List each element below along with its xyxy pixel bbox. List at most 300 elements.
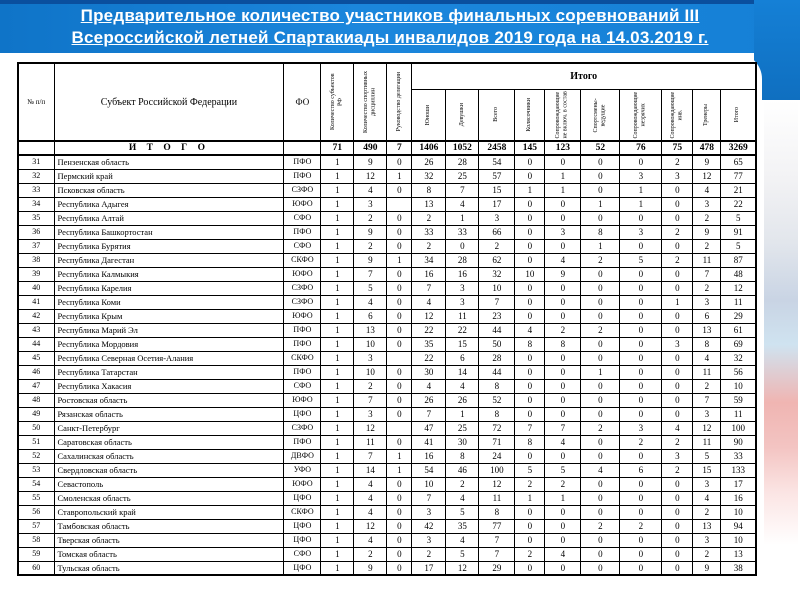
value-cell-10: 0 (662, 547, 693, 561)
value-cell-0: 1 (321, 491, 354, 505)
table-row (18, 519, 756, 533)
federal-district: СКФО (284, 351, 321, 365)
col-header-itogo-9: Итого (721, 89, 756, 141)
value-cell-2: 0 (387, 239, 412, 253)
value-cell-11: 2 (693, 281, 721, 295)
value-cell-7: 0 (545, 197, 581, 211)
value-cell-2: 0 (387, 365, 412, 379)
row-number: 32 (18, 169, 54, 183)
value-cell-9: 3 (620, 421, 662, 435)
value-cell-0: 1 (321, 351, 354, 365)
value-cell-7: 1 (545, 183, 581, 197)
totals-row-num (18, 141, 54, 155)
row-number: 35 (18, 211, 54, 225)
value-cell-0: 1 (321, 519, 354, 533)
value-cell-7: 2 (545, 477, 581, 491)
value-cell-6: 5 (515, 463, 545, 477)
table-row (18, 421, 756, 435)
value-cell-10: 0 (662, 239, 693, 253)
row-number: 55 (18, 491, 54, 505)
value-cell-5: 54 (479, 155, 515, 169)
value-cell-12: 56 (721, 365, 756, 379)
value-cell-10: 3 (662, 449, 693, 463)
table-row (18, 197, 756, 211)
participants-table (17, 62, 757, 576)
value-cell-2: 0 (387, 533, 412, 547)
col-header-itogo-4: Сопровождающие не включ. в состав (545, 89, 581, 141)
region-name: Сахалинская область (54, 449, 284, 463)
value-cell-0: 1 (321, 309, 354, 323)
totals-row (18, 141, 756, 155)
value-cell-8: 2 (581, 253, 620, 267)
value-cell-12: 38 (721, 561, 756, 575)
value-cell-3: 41 (412, 435, 446, 449)
value-cell-0: 1 (321, 561, 354, 575)
value-cell-8: 0 (581, 547, 620, 561)
value-cell-3: 8 (412, 183, 446, 197)
value-cell-0: 1 (321, 421, 354, 435)
value-cell-12: 22 (721, 197, 756, 211)
table-row (18, 225, 756, 239)
value-cell-1: 4 (354, 183, 387, 197)
value-cell-12: 13 (721, 547, 756, 561)
value-cell-2: 1 (387, 169, 412, 183)
value-cell-6: 0 (515, 169, 545, 183)
value-cell-12: 94 (721, 519, 756, 533)
value-cell-2: 0 (387, 547, 412, 561)
region-name: Псковская область (54, 183, 284, 197)
federal-district: СФО (284, 211, 321, 225)
value-cell-5: 57 (479, 169, 515, 183)
totals-value-4: 1052 (446, 141, 479, 155)
value-cell-5: 23 (479, 309, 515, 323)
value-cell-11: 7 (693, 267, 721, 281)
table-row (18, 365, 756, 379)
totals-value-12: 3269 (721, 141, 756, 155)
value-cell-7: 0 (545, 519, 581, 533)
region-name: Республика Марий Эл (54, 323, 284, 337)
value-cell-11: 2 (693, 505, 721, 519)
table-row (18, 155, 756, 169)
value-cell-10: 1 (662, 295, 693, 309)
value-cell-3: 26 (412, 155, 446, 169)
value-cell-4: 25 (446, 169, 479, 183)
value-cell-10: 0 (662, 407, 693, 421)
value-cell-9: 0 (620, 267, 662, 281)
col-header-itogo-8: Тренеры (693, 89, 721, 141)
value-cell-10: 0 (662, 267, 693, 281)
region-name: Свердловская область (54, 463, 284, 477)
value-cell-2: 0 (387, 379, 412, 393)
totals-value-5: 2458 (479, 141, 515, 155)
page-title-line2: Всероссийской летней Спартакиады инвалидов 2019 года на 14.03.2019 г. (71, 28, 709, 47)
value-cell-2 (387, 351, 412, 365)
value-cell-2: 0 (387, 477, 412, 491)
value-cell-0: 1 (321, 337, 354, 351)
value-cell-9: 0 (620, 365, 662, 379)
table-row (18, 323, 756, 337)
value-cell-12: 65 (721, 155, 756, 169)
value-cell-9: 0 (620, 351, 662, 365)
value-cell-10: 0 (662, 477, 693, 491)
row-number: 41 (18, 295, 54, 309)
value-cell-1: 3 (354, 351, 387, 365)
region-name: Республика Крым (54, 309, 284, 323)
value-cell-5: 12 (479, 477, 515, 491)
value-cell-6: 0 (515, 561, 545, 575)
federal-district: СФО (284, 379, 321, 393)
row-number: 43 (18, 323, 54, 337)
value-cell-11: 9 (693, 225, 721, 239)
value-cell-0: 1 (321, 169, 354, 183)
value-cell-4: 33 (446, 225, 479, 239)
value-cell-8: 1 (581, 197, 620, 211)
value-cell-2: 0 (387, 281, 412, 295)
value-cell-11: 12 (693, 421, 721, 435)
value-cell-9: 0 (620, 239, 662, 253)
value-cell-11: 4 (693, 491, 721, 505)
value-cell-7: 0 (545, 561, 581, 575)
value-cell-12: 10 (721, 533, 756, 547)
value-cell-10: 0 (662, 505, 693, 519)
value-cell-0: 1 (321, 407, 354, 421)
value-cell-1: 2 (354, 379, 387, 393)
value-cell-5: 71 (479, 435, 515, 449)
table-row (18, 183, 756, 197)
value-cell-0: 1 (321, 197, 354, 211)
value-cell-8: 1 (581, 239, 620, 253)
value-cell-6: 8 (515, 435, 545, 449)
col-header-num: № п/п (18, 63, 54, 141)
value-cell-11: 11 (693, 435, 721, 449)
value-cell-8: 0 (581, 491, 620, 505)
value-cell-7: 8 (545, 337, 581, 351)
value-cell-9: 0 (620, 379, 662, 393)
totals-value-9: 76 (620, 141, 662, 155)
value-cell-3: 4 (412, 379, 446, 393)
region-name: Пензенская область (54, 155, 284, 169)
value-cell-1: 12 (354, 519, 387, 533)
value-cell-7: 0 (545, 211, 581, 225)
value-cell-2: 0 (387, 505, 412, 519)
value-cell-8: 0 (581, 169, 620, 183)
totals-value-10: 75 (662, 141, 693, 155)
value-cell-10: 0 (662, 379, 693, 393)
federal-district: СФО (284, 547, 321, 561)
row-number: 45 (18, 351, 54, 365)
value-cell-2: 1 (387, 463, 412, 477)
totals-value-8: 52 (581, 141, 620, 155)
value-cell-1: 4 (354, 295, 387, 309)
value-cell-4: 16 (446, 267, 479, 281)
value-cell-9: 0 (620, 309, 662, 323)
value-cell-8: 1 (581, 365, 620, 379)
value-cell-5: 77 (479, 519, 515, 533)
value-cell-12: 61 (721, 323, 756, 337)
value-cell-4: 25 (446, 421, 479, 435)
value-cell-1: 6 (354, 309, 387, 323)
value-cell-6: 0 (515, 155, 545, 169)
value-cell-1: 7 (354, 267, 387, 281)
value-cell-12: 11 (721, 295, 756, 309)
value-cell-6: 4 (515, 323, 545, 337)
value-cell-11: 4 (693, 351, 721, 365)
row-number: 31 (18, 155, 54, 169)
region-name: Республика Хакасия (54, 379, 284, 393)
value-cell-1: 4 (354, 477, 387, 491)
value-cell-5: 44 (479, 365, 515, 379)
value-cell-1: 2 (354, 547, 387, 561)
value-cell-3: 7 (412, 491, 446, 505)
value-cell-4: 0 (446, 239, 479, 253)
value-cell-10: 0 (662, 393, 693, 407)
value-cell-2: 0 (387, 267, 412, 281)
federal-district: ПФО (284, 365, 321, 379)
region-name: Республика Калмыкия (54, 267, 284, 281)
value-cell-9: 0 (620, 449, 662, 463)
value-cell-11: 13 (693, 519, 721, 533)
table-row (18, 477, 756, 491)
col-header-itogo-0: Юноши (412, 89, 446, 141)
value-cell-1: 13 (354, 323, 387, 337)
value-cell-1: 4 (354, 533, 387, 547)
value-cell-11: 15 (693, 463, 721, 477)
value-cell-3: 7 (412, 407, 446, 421)
value-cell-2: 0 (387, 407, 412, 421)
value-cell-12: 10 (721, 505, 756, 519)
value-cell-8: 0 (581, 407, 620, 421)
federal-district: ЮФО (284, 309, 321, 323)
totals-value-11: 478 (693, 141, 721, 155)
col-header-itogo-7: Сопровождающие инв. (662, 89, 693, 141)
value-cell-2: 1 (387, 253, 412, 267)
region-name: Ростовская область (54, 393, 284, 407)
value-cell-10: 0 (662, 183, 693, 197)
federal-district: ЦФО (284, 491, 321, 505)
value-cell-11: 3 (693, 197, 721, 211)
federal-district: ПФО (284, 225, 321, 239)
page-title (0, 5, 780, 49)
value-cell-3: 3 (412, 533, 446, 547)
row-number: 33 (18, 183, 54, 197)
value-cell-6: 0 (515, 365, 545, 379)
value-cell-5: 17 (479, 197, 515, 211)
value-cell-6: 1 (515, 491, 545, 505)
value-cell-4: 2 (446, 477, 479, 491)
value-cell-11: 13 (693, 323, 721, 337)
value-cell-10: 0 (662, 281, 693, 295)
row-number: 48 (18, 393, 54, 407)
value-cell-4: 46 (446, 463, 479, 477)
value-cell-0: 1 (321, 239, 354, 253)
value-cell-3: 26 (412, 393, 446, 407)
value-cell-0: 1 (321, 225, 354, 239)
value-cell-8: 0 (581, 435, 620, 449)
value-cell-0: 1 (321, 379, 354, 393)
value-cell-3: 34 (412, 253, 446, 267)
table-row (18, 505, 756, 519)
value-cell-11: 4 (693, 183, 721, 197)
value-cell-5: 11 (479, 491, 515, 505)
value-cell-1: 5 (354, 281, 387, 295)
value-cell-4: 7 (446, 183, 479, 197)
value-cell-12: 32 (721, 351, 756, 365)
value-cell-5: 29 (479, 561, 515, 575)
value-cell-7: 3 (545, 225, 581, 239)
value-cell-8: 0 (581, 295, 620, 309)
region-name: Севастополь (54, 477, 284, 491)
value-cell-10: 2 (662, 155, 693, 169)
value-cell-7: 0 (545, 533, 581, 547)
value-cell-9: 0 (620, 281, 662, 295)
value-cell-12: 10 (721, 379, 756, 393)
value-cell-1: 7 (354, 393, 387, 407)
value-cell-3: 12 (412, 309, 446, 323)
value-cell-8: 0 (581, 505, 620, 519)
federal-district: ЦФО (284, 533, 321, 547)
value-cell-9: 2 (620, 519, 662, 533)
value-cell-4: 26 (446, 393, 479, 407)
value-cell-9: 0 (620, 533, 662, 547)
table-row (18, 533, 756, 547)
table-row (18, 547, 756, 561)
federal-district: ПФО (284, 155, 321, 169)
value-cell-5: 8 (479, 505, 515, 519)
value-cell-8: 2 (581, 421, 620, 435)
federal-district: ПФО (284, 323, 321, 337)
row-number: 46 (18, 365, 54, 379)
col-group-header-itogo: Итого (412, 63, 756, 89)
value-cell-10: 2 (662, 435, 693, 449)
table-row (18, 435, 756, 449)
row-number: 49 (18, 407, 54, 421)
federal-district: СЗФО (284, 421, 321, 435)
value-cell-2 (387, 197, 412, 211)
value-cell-6: 0 (515, 407, 545, 421)
value-cell-8: 0 (581, 211, 620, 225)
value-cell-2: 0 (387, 309, 412, 323)
col-header-delegation-leaders: Руководство делегации (387, 63, 412, 141)
table-header (18, 63, 756, 141)
value-cell-1: 10 (354, 365, 387, 379)
value-cell-5: 7 (479, 547, 515, 561)
value-cell-0: 1 (321, 505, 354, 519)
value-cell-0: 1 (321, 183, 354, 197)
value-cell-0: 1 (321, 393, 354, 407)
value-cell-9: 0 (620, 505, 662, 519)
table-row (18, 211, 756, 225)
value-cell-2: 0 (387, 155, 412, 169)
value-cell-3: 54 (412, 463, 446, 477)
value-cell-3: 13 (412, 197, 446, 211)
row-number: 58 (18, 533, 54, 547)
federal-district: ЮФО (284, 197, 321, 211)
value-cell-8: 2 (581, 323, 620, 337)
value-cell-9: 1 (620, 197, 662, 211)
value-cell-12: 12 (721, 281, 756, 295)
value-cell-3: 7 (412, 281, 446, 295)
value-cell-4: 1 (446, 407, 479, 421)
value-cell-10: 0 (662, 309, 693, 323)
value-cell-10: 2 (662, 225, 693, 239)
row-number: 57 (18, 519, 54, 533)
table-row (18, 379, 756, 393)
value-cell-8: 0 (581, 183, 620, 197)
value-cell-6: 0 (515, 281, 545, 295)
table-row (18, 239, 756, 253)
value-cell-0: 1 (321, 547, 354, 561)
value-cell-9: 0 (620, 323, 662, 337)
value-cell-9: 0 (620, 561, 662, 575)
value-cell-6: 0 (515, 239, 545, 253)
row-number: 60 (18, 561, 54, 575)
value-cell-9: 5 (620, 253, 662, 267)
value-cell-2: 0 (387, 393, 412, 407)
value-cell-2: 0 (387, 211, 412, 225)
value-cell-4: 5 (446, 547, 479, 561)
region-name: Республика Адыгея (54, 197, 284, 211)
value-cell-1: 11 (354, 435, 387, 449)
region-name: Республика Бурятия (54, 239, 284, 253)
value-cell-7: 9 (545, 267, 581, 281)
value-cell-3: 42 (412, 519, 446, 533)
value-cell-9: 3 (620, 225, 662, 239)
value-cell-7: 0 (545, 309, 581, 323)
value-cell-1: 4 (354, 491, 387, 505)
value-cell-6: 0 (515, 449, 545, 463)
value-cell-11: 11 (693, 253, 721, 267)
row-number: 36 (18, 225, 54, 239)
value-cell-12: 87 (721, 253, 756, 267)
value-cell-11: 9 (693, 155, 721, 169)
value-cell-10: 0 (662, 365, 693, 379)
value-cell-9: 0 (620, 295, 662, 309)
row-number: 44 (18, 337, 54, 351)
row-number: 56 (18, 505, 54, 519)
value-cell-10: 0 (662, 491, 693, 505)
value-cell-11: 2 (693, 211, 721, 225)
value-cell-11: 3 (693, 407, 721, 421)
value-cell-10: 0 (662, 323, 693, 337)
table-row (18, 309, 756, 323)
value-cell-8: 8 (581, 225, 620, 239)
value-cell-3: 22 (412, 323, 446, 337)
row-number: 38 (18, 253, 54, 267)
value-cell-3: 16 (412, 267, 446, 281)
value-cell-12: 59 (721, 393, 756, 407)
federal-district: ЮФО (284, 267, 321, 281)
value-cell-11: 12 (693, 169, 721, 183)
value-cell-7: 0 (545, 281, 581, 295)
row-number: 40 (18, 281, 54, 295)
federal-district: СКФО (284, 253, 321, 267)
federal-district: СФО (284, 239, 321, 253)
value-cell-5: 28 (479, 351, 515, 365)
value-cell-11: 5 (693, 449, 721, 463)
totals-row-fo (284, 141, 321, 155)
value-cell-12: 21 (721, 183, 756, 197)
table-row (18, 295, 756, 309)
value-cell-0: 1 (321, 155, 354, 169)
value-cell-0: 1 (321, 267, 354, 281)
value-cell-6: 0 (515, 253, 545, 267)
value-cell-1: 12 (354, 421, 387, 435)
value-cell-9: 0 (620, 407, 662, 421)
value-cell-7: 2 (545, 323, 581, 337)
row-number: 59 (18, 547, 54, 561)
value-cell-3: 3 (412, 505, 446, 519)
value-cell-5: 2 (479, 239, 515, 253)
